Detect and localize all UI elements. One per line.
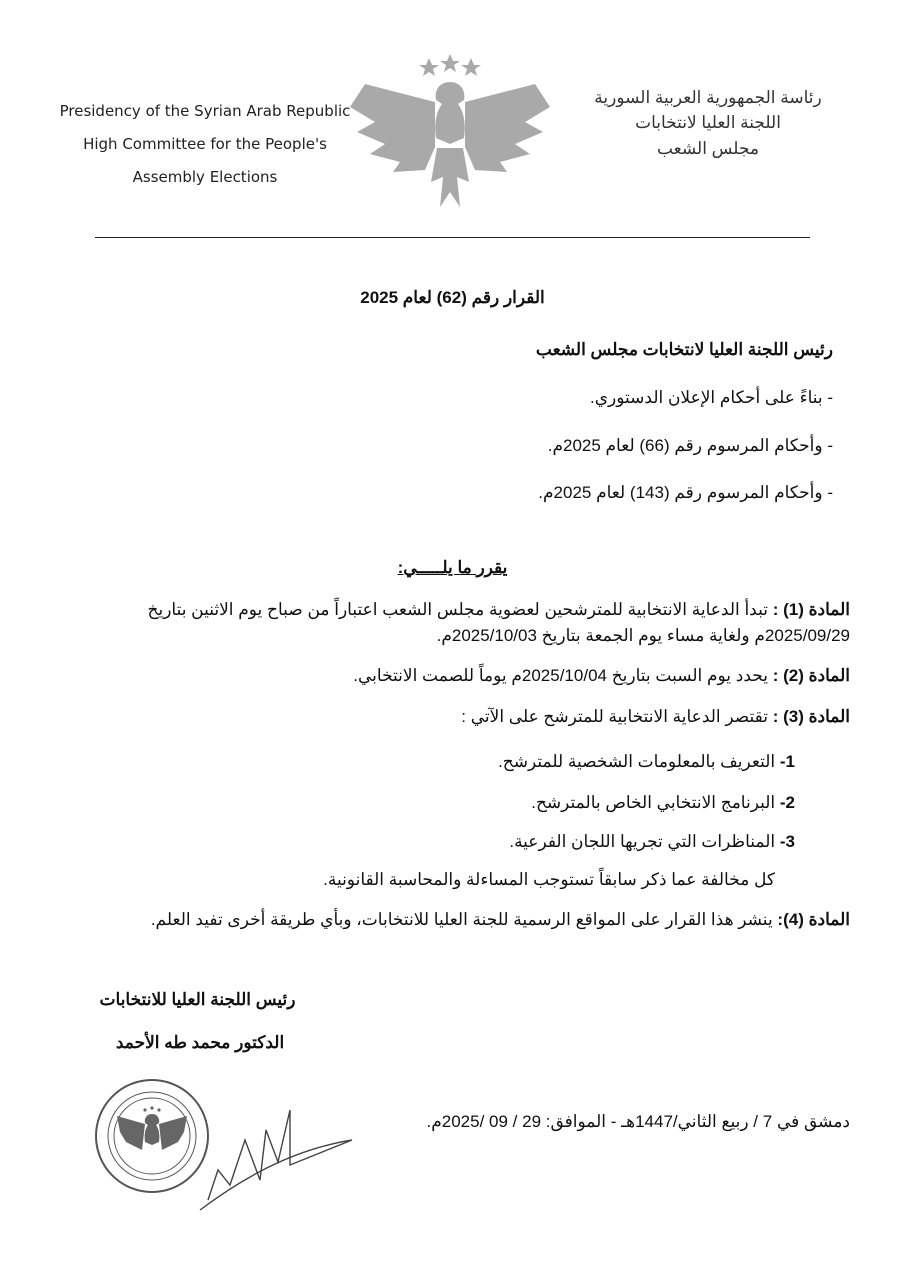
- list-item: [498, 752, 795, 772]
- decides-heading: يقرر ما يلـــــي:: [397, 558, 508, 577]
- header-english-line-3: Assembly Elections: [132, 168, 278, 186]
- article-text: تبدأ الدعاية الانتخابية للمترشحين لعضوية مجلس الشعب اعتباراً من صباح يوم الاثنين بتاريخ: [147, 600, 768, 619]
- article-3: [461, 707, 850, 727]
- item-number: 1-: [779, 752, 795, 771]
- item-number: 3-: [779, 832, 795, 851]
- decree-issuer: رئيس اللجنة العليا لانتخابات مجلس الشعب: [535, 340, 833, 359]
- header-arabic-line-3: مجلس الشعب: [656, 139, 760, 158]
- item-text: التعريف بالمعلومات الشخصية للمترشح.: [498, 752, 776, 771]
- preamble-item: - وأحكام المرسوم رقم (66) لعام 2025م.: [547, 436, 833, 455]
- article-1: [148, 600, 851, 620]
- decree-title: القرار رقم (62) لعام 2025: [360, 288, 545, 307]
- signer-title: رئيس اللجنة العليا للانتخابات: [99, 990, 296, 1009]
- violation-note: كل مخالفة عما ذكر سابقاً تستوجب المساءلة والمحاسبة القانونية.: [323, 870, 775, 889]
- preamble-item: - بناءً على أحكام الإعلان الدستوري.: [590, 388, 833, 407]
- preamble-item: - وأحكام المرسوم رقم (143) لعام 2025م.: [538, 483, 833, 502]
- article-label: المادة (1) :: [772, 600, 850, 619]
- item-text: المناظرات التي تجريها اللجان الفرعية.: [509, 832, 776, 851]
- article-text: يحدد يوم السبت بتاريخ 2025/10/04م يوماً للصمت الانتخابي.: [353, 666, 768, 685]
- signer-name: الدكتور محمد طه الأحمد: [115, 1033, 285, 1052]
- list-item: [531, 793, 795, 813]
- header-english-line-1: Presidency of the Syrian Arab Republic: [59, 102, 351, 120]
- article-2: [353, 666, 850, 686]
- article-text: ينشر هذا القرار على المواقع الرسمية للجنة العليا للانتخابات، وبأي طريقة أخرى تفيد العلم.: [150, 910, 773, 929]
- official-stamp-and-signature: [90, 1070, 360, 1230]
- eagle-emblem-icon: [345, 52, 555, 212]
- item-text: البرنامج الانتخابي الخاص بالمترشح.: [531, 793, 776, 812]
- list-item: [509, 832, 795, 852]
- article-label: المادة (2) :: [772, 666, 850, 685]
- header-arabic-line-1: رئاسة الجمهورية العربية السورية: [594, 88, 822, 107]
- date-line: دمشق في 7 / ربيع الثاني/1447هـ - الموافق: 29 / 09 /2025م.: [426, 1112, 850, 1131]
- article-label: المادة (4):: [777, 910, 850, 929]
- item-number: 2-: [779, 793, 795, 812]
- article-label: المادة (3) :: [772, 707, 850, 726]
- header-arabic-line-2: اللجنة العليا لانتخابات: [635, 113, 781, 132]
- article-text: تقتصر الدعاية الانتخابية للمترشح على الآتي :: [461, 707, 768, 726]
- header-divider: [95, 237, 810, 238]
- header-english-line-2: High Committee for the People's: [83, 135, 327, 153]
- article-1-continued: 2025/09/29م ولغاية مساء يوم الجمعة بتاريخ 2025/10/03م.: [436, 626, 850, 645]
- article-4: [151, 910, 850, 930]
